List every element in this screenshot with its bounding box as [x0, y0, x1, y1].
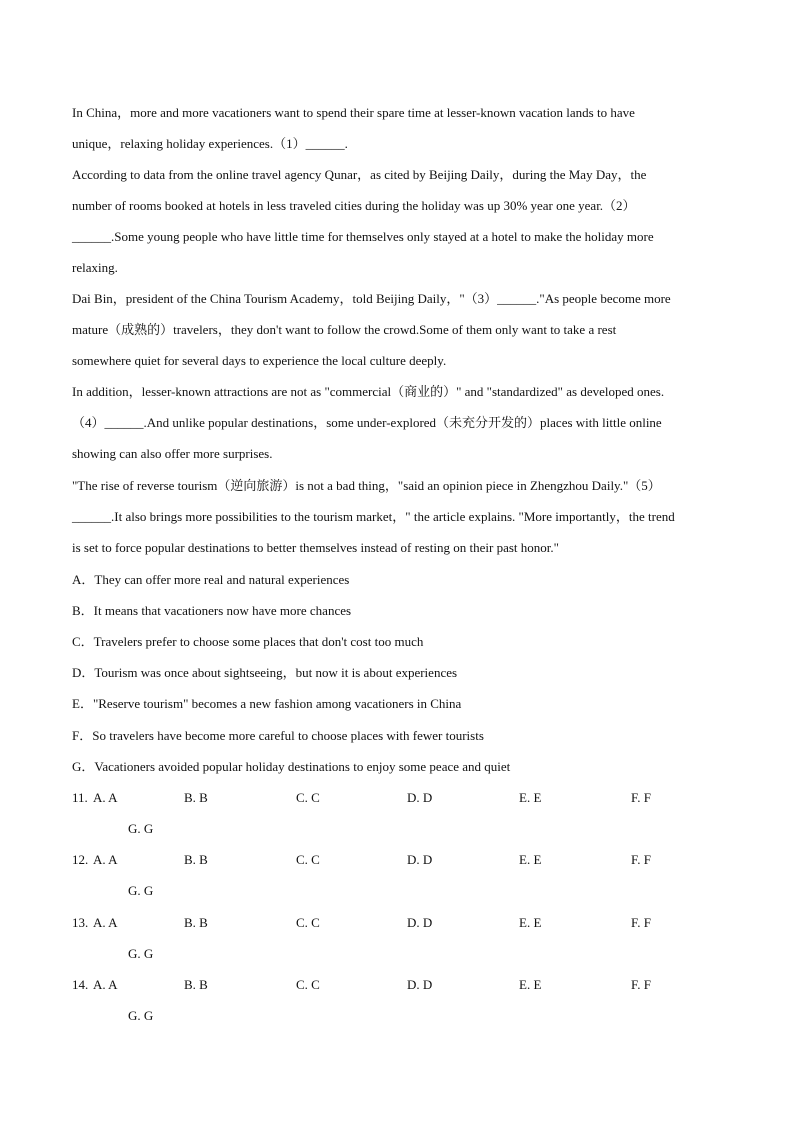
passage-line: In China，more and more vacationers want to spend their spare time at lesser-known vacation lands to have	[72, 105, 635, 120]
choice-g[interactable]: G. G	[128, 1008, 154, 1023]
choice-a[interactable]: A. A	[93, 790, 118, 805]
passage-line: number of rooms booked at hotels in less traveled cities during the holiday was up 30% year one year.（2）	[72, 198, 636, 213]
passage-paragraph-4	[72, 376, 722, 469]
choice-e[interactable]: E. E	[519, 852, 542, 867]
choice-f[interactable]: F. F	[631, 915, 651, 930]
choice-f[interactable]: F. F	[631, 852, 651, 867]
choice-g[interactable]: G. G	[128, 821, 154, 836]
choice-a[interactable]: A. A	[93, 977, 118, 992]
question-number: 14.	[72, 977, 89, 992]
option-f: F．So travelers have become more careful to choose places with fewer tourists	[72, 728, 484, 743]
choice-e[interactable]: E. E	[519, 915, 542, 930]
choice-d[interactable]: D. D	[407, 790, 433, 805]
passage-paragraph-3	[72, 283, 722, 376]
choice-f[interactable]: F. F	[631, 977, 651, 992]
passage-line: In addition，lesser-known attractions are not as "commercial（商业的）" and "standardized" as developed ones.	[72, 384, 665, 399]
question-number: 12.	[72, 852, 89, 867]
question-number: 11.	[72, 790, 88, 805]
option-b: B．It means that vacationers now have more chances	[72, 603, 352, 618]
choice-g[interactable]: G. G	[128, 883, 154, 898]
option-g: G．Vacationers avoided popular holiday destinations to enjoy some peace and quiet	[72, 759, 511, 774]
choice-b[interactable]: B. B	[184, 915, 208, 930]
passage-line: "The rise of reverse tourism（逆向旅游）is not a bad thing，"said an opinion piece in Zhengzhou Daily."（5）	[72, 478, 661, 493]
passage-line: ______.Some young people who have little time for themselves only stayed at a hotel to make the holiday more	[72, 229, 654, 244]
question-11	[72, 782, 722, 844]
question-12	[72, 844, 722, 906]
passage-paragraph-5	[72, 470, 722, 563]
option-d: D．Tourism was once about sightseeing，but now it is about experiences	[72, 665, 458, 680]
passage-paragraph-2	[72, 159, 722, 283]
passage-line: relaxing.	[72, 260, 118, 275]
choice-d[interactable]: D. D	[407, 852, 433, 867]
choice-d[interactable]: D. D	[407, 977, 433, 992]
choice-b[interactable]: B. B	[184, 977, 208, 992]
passage-line: （4）______.And unlike popular destinations，some under-explored（未充分开发的）places with little online	[72, 415, 662, 430]
passage-line: ______.It also brings more possibilities to the tourism market，" the article explains. "More importantly，the trend	[72, 509, 675, 524]
choice-a[interactable]: A. A	[93, 915, 118, 930]
passage-line: unique，relaxing holiday experiences.（1）______.	[72, 136, 348, 151]
passage-line: somewhere quiet for several days to experience the local culture deeply.	[72, 353, 447, 368]
choice-c[interactable]: C. C	[296, 915, 320, 930]
choice-b[interactable]: B. B	[184, 852, 208, 867]
choice-f[interactable]: F. F	[631, 790, 651, 805]
passage-line: mature（成熟的）travelers，they don't want to follow the crowd.Some of them only want to take a rest	[72, 322, 617, 337]
question-number: 13.	[72, 915, 89, 930]
choice-b[interactable]: B. B	[184, 790, 208, 805]
passage-line: showing can also offer more surprises.	[72, 446, 273, 461]
passage-paragraph-1	[72, 97, 722, 159]
choice-e[interactable]: E. E	[519, 977, 542, 992]
passage-line: Dai Bin，president of the China Tourism Academy，told Beijing Daily，"（3）______."As people become more	[72, 291, 671, 306]
choice-c[interactable]: C. C	[296, 852, 320, 867]
question-13	[72, 907, 722, 969]
passage-line: According to data from the online travel agency Qunar，as cited by Beijing Daily，during the May Day，the	[72, 167, 647, 182]
option-e: E．"Reserve tourism" becomes a new fashion among vacationers in China	[72, 696, 462, 711]
choice-c[interactable]: C. C	[296, 790, 320, 805]
choice-e[interactable]: E. E	[519, 790, 542, 805]
choice-a[interactable]: A. A	[93, 852, 118, 867]
option-c: C．Travelers prefer to choose some places that don't cost too much	[72, 634, 424, 649]
choice-g[interactable]: G. G	[128, 946, 154, 961]
choice-d[interactable]: D. D	[407, 915, 433, 930]
passage-line: is set to force popular destinations to better themselves instead of resting on their past honor."	[72, 540, 559, 555]
option-a: A．They can offer more real and natural experiences	[72, 572, 350, 587]
question-14	[72, 969, 722, 1031]
choice-c[interactable]: C. C	[296, 977, 320, 992]
